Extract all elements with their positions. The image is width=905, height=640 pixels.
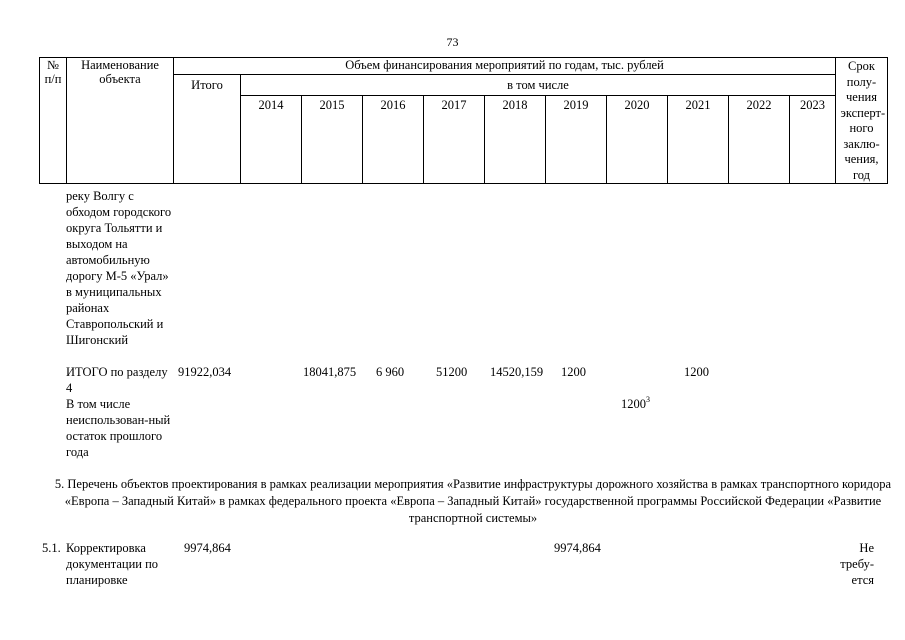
total-row-total: 91922,034: [178, 365, 232, 379]
col-funding-header: Объем финансирования мероприятий по годам, тыс. рублей: [174, 58, 836, 75]
total-row-2017: 51200: [436, 365, 468, 379]
row-5-1-total: 9974,864: [184, 541, 231, 555]
total-row-2015: 18041,875: [303, 365, 357, 379]
footnote-mark: 3: [646, 395, 650, 404]
total-row-2018: 14520,159: [490, 365, 544, 379]
row-5-1-name: Корректировка документации по планировке: [66, 541, 159, 587]
unused-row-label: В том числе неиспользован-ный остаток прошлого года: [66, 397, 171, 459]
table-header: [39, 57, 888, 184]
year-header: 2019: [546, 96, 607, 184]
total-row-2019: 1200: [561, 365, 586, 379]
row-5-1-deadline: Не требу-ется: [840, 541, 874, 587]
total-row-label: ИТОГО по разделу 4: [66, 365, 168, 395]
year-header: 2021: [668, 96, 729, 184]
col-including-header: в том числе: [241, 75, 836, 96]
continuation-object-name: реку Волгу с обходом городского округа Тольятти и выходом на автомобильную дорогу М-5 «Урал» в муниципальных районах Ставропольский и Шигонский: [66, 189, 172, 347]
col-num-header: № п/п: [40, 58, 67, 184]
year-header: 2020: [607, 96, 668, 184]
unused-row-2020: 1200$^3$: [621, 395, 650, 411]
year-header: 2016: [363, 96, 424, 184]
total-row-2016: 6 960: [376, 365, 405, 379]
col-total-header: Итого: [174, 75, 241, 184]
page-number: 73: [446, 35, 459, 49]
section-5-title: 5. Перечень объектов проектирования в рамках реализации мероприятия «Развитие инфраструктуры дорожного хозяйства в рамках транспортного коридора «Европа – Западный Китай» в рамках федерального проекта «Европа – Западный Китай» государственной программы Российской Федерации «Развитие транспортной системы»: [54, 477, 892, 525]
row-5-1-num: 5.1.: [42, 541, 61, 555]
year-header: 2015: [302, 96, 363, 184]
year-header: 2017: [424, 96, 485, 184]
year-header: 2014: [241, 96, 302, 184]
total-row-2021: 1200: [684, 365, 709, 379]
col-deadline-header: Срок полу-чения эксперт-ного заклю-чения, год: [836, 58, 888, 184]
year-header: 2018: [485, 96, 546, 184]
col-name-header: Наименование объекта: [67, 58, 174, 184]
year-header: 2023: [790, 96, 836, 184]
row-5-1-2019: 9974,864: [554, 541, 601, 555]
year-header: 2022: [729, 96, 790, 184]
